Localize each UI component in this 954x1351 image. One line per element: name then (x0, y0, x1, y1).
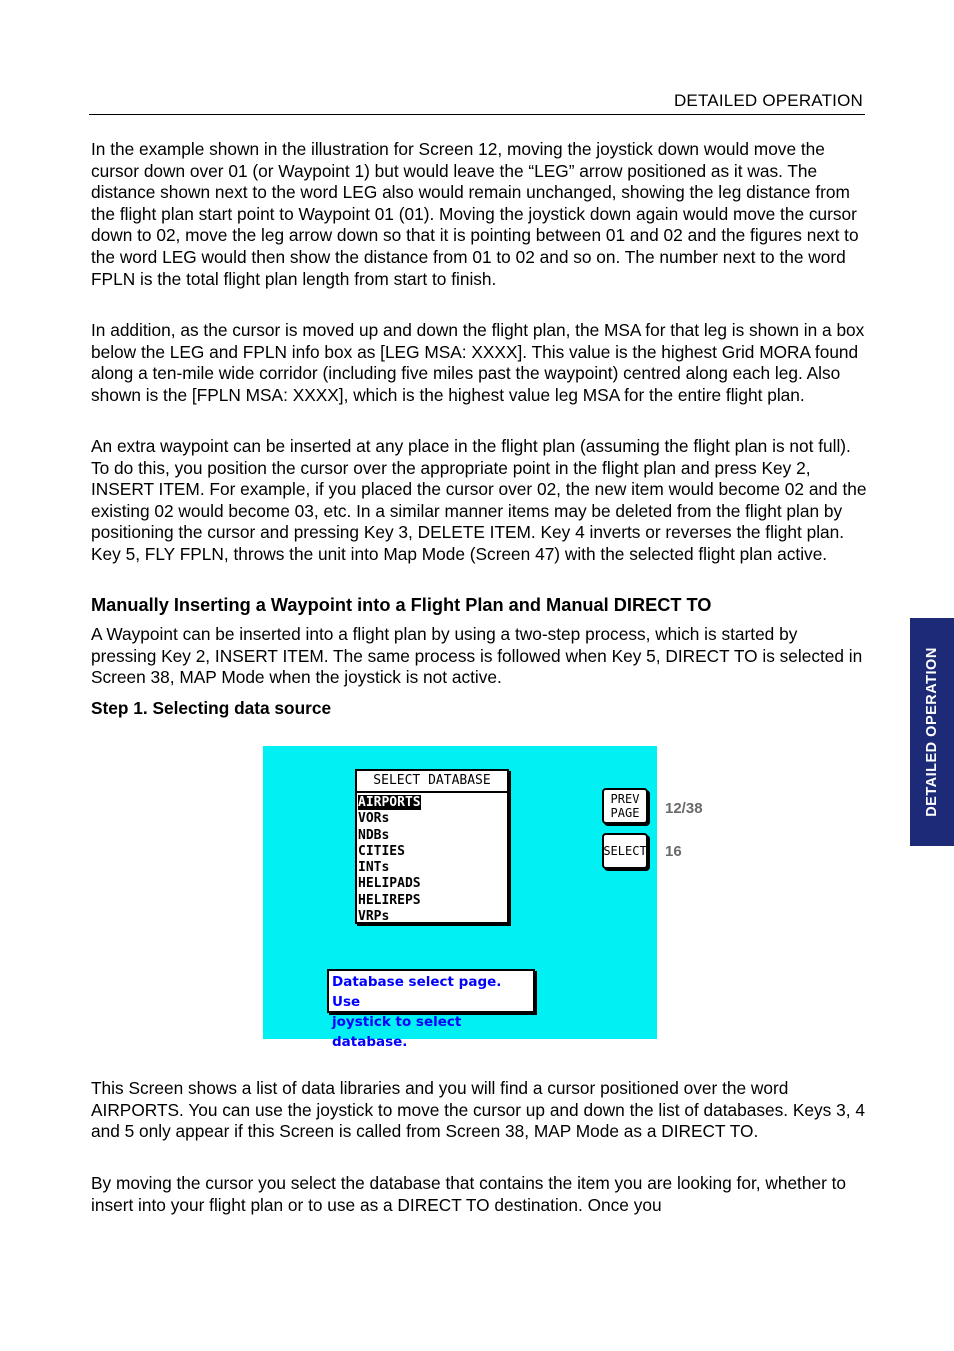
header-rule (89, 114, 865, 115)
database-list (357, 793, 507, 925)
page-counter: 12/38 (665, 800, 703, 817)
header-title: DETAILED OPERATION (673, 91, 863, 110)
paragraph-3: An extra waypoint can be inserted at any place in the flight plan (assuming the flight plan is not full). To do this, you position the cursor over the appropriate point in the flight plan and press Key 2, INSERT ITEM. For example, if you placed the cursor over 02, the new item would become 02 and the existing 02 would become 03, etc. In a similar manner items may be deleted from the flight plan by positioning the cursor and pressing Key 3, DELETE ITEM. Key 4 inverts or reverses the flight plan. Key 5, FLY FPLN, throws the unit into Map Mode (Screen 47) with the selected flight plan active. (91, 436, 867, 564)
database-item-ints[interactable]: INTs (358, 860, 390, 876)
database-item-airports[interactable]: AIRPORTS (358, 795, 421, 810)
select-button[interactable] (602, 833, 648, 869)
select-label: SELECT (603, 844, 647, 858)
screen-illustration (263, 746, 703, 1050)
paragraph-1: In the example shown in the illustration for Screen 12, moving the joystick down would move the cursor down over 01 (or Waypoint 1) but would leave the “LEG” arrow positioned as it was. The distance shown next to the word LEG also would remain unchanged, showing the leg distance from the flight plan start point to Waypoint 01 (01). Moving the joystick down again would move the cursor down to 02, move the leg arrow down so that it is pointing between 01 and 02 and the figures next to the word LEG would then show the distance from 01 to 02 and so on. The number next to the word FPLN is the total flight plan length from start to finish. (91, 139, 859, 289)
database-list-panel (355, 769, 509, 924)
database-list-title: SELECT DATABASE (357, 771, 507, 793)
database-item-vors[interactable]: VORs (358, 811, 390, 827)
help-line-2: joystick to select database. (332, 1014, 462, 1050)
database-item-helipads[interactable]: HELIPADS (358, 876, 421, 892)
database-item-vrps[interactable]: VRPs (358, 909, 390, 925)
paragraph-6: By moving the cursor you select the database that contains the item you are looking for, whether to insert into your flight plan or to use as a DIRECT TO destination. Once you (91, 1173, 847, 1215)
database-item-cities[interactable]: CITIES (358, 843, 405, 859)
paragraph-5: This Screen shows a list of data libraries and you will find a cursor positioned over the word AIRPORTS. You can use the joystick to move the cursor up and down the list of databases. Keys 3, 4 and 5 only appear if this Screen is called from Screen 38, MAP Mode as a DIRECT TO. (91, 1078, 865, 1142)
database-item-ndbs[interactable]: NDBs (358, 827, 390, 843)
help-message-box (327, 969, 535, 1050)
paragraph-4: A Waypoint can be inserted into a flight plan by using a two-step process, which is started by pressing Key 2, INSERT ITEM. The same process is followed when Key 5, DIRECT TO is selected in Screen 38, MAP Mode when the joystick is not active. (91, 624, 863, 688)
prev-page-label-line1: PREV (610, 792, 640, 806)
help-line-1: Database select page. Use (332, 974, 502, 1010)
step-heading: Step 1. Selecting data source (91, 698, 332, 718)
select-counter: 16 (665, 843, 682, 860)
side-tab-label: DETAILED OPERATION (924, 647, 940, 817)
database-item-helireps[interactable]: HELIREPS (358, 892, 421, 908)
prev-page-button[interactable] (602, 788, 648, 824)
side-tab (910, 618, 954, 846)
section-heading: Manually Inserting a Waypoint into a Flight Plan and Manual DIRECT TO (91, 595, 712, 615)
paragraph-2: In addition, as the cursor is moved up and down the flight plan, the MSA for that leg is shown in a box below the LEG and FPLN info box as [LEG MSA: XXXX]. This value is the highest Grid MORA found along a ten-mile wide corridor (including five miles past the waypoint) centred along each leg. Also shown is the [FPLN MSA: XXXX], which is the highest value leg MSA for the entire flight plan. (91, 320, 865, 405)
prev-page-label-line2: PAGE (610, 806, 640, 820)
